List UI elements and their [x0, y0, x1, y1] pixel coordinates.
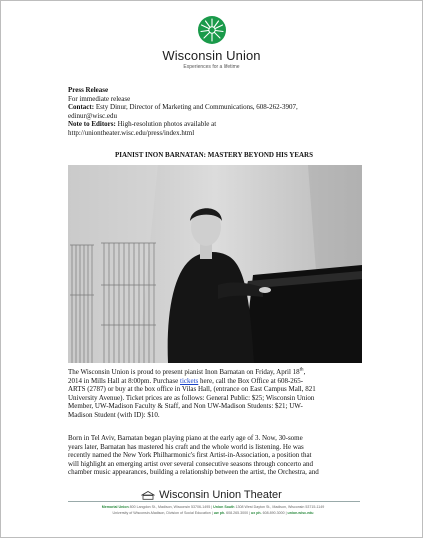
note-text: High-resolution photos available at — [115, 120, 217, 129]
footer-address-line — [60, 505, 366, 509]
footer-uw-phone-label: uw ph. — [213, 511, 226, 515]
tickets-link[interactable]: tickets — [180, 376, 199, 385]
note-label: Note to Editors: — [68, 120, 116, 129]
p2-line4: will highlight an emerging artist over several consecutive seasons through concerto and — [68, 459, 313, 468]
logo-tagline: Experiences for a lifetime — [183, 64, 240, 70]
contact-email: edinur@wisc.edu — [68, 111, 118, 120]
p1-line1-end: , — [303, 368, 306, 376]
footer-mu-label: Memorial Union — [101, 505, 129, 509]
footer-contact-line — [60, 511, 366, 515]
footer-ux-phone-label: ux ph. — [251, 511, 262, 515]
paragraph-biography — [68, 434, 360, 477]
footer-divider — [68, 501, 360, 502]
pianist-photo-illustration — [68, 165, 362, 363]
p1-line1: The Wisconsin Union is proud to present pianist Inon Barnatan on Friday, April 18 — [68, 368, 300, 376]
press-release-label: Press Release — [68, 86, 109, 94]
footer-logo-text: Wisconsin Union Theater — [159, 489, 282, 501]
paragraph-event-info — [68, 368, 360, 420]
p1-superscript: th — [299, 367, 304, 373]
p1-line6: Madison Student (with ID): $10. — [68, 410, 160, 419]
press-info-block — [68, 86, 360, 138]
p2-line1: Born in Tel Aviv, Barnatan began playing piano at the early age of 3. Now, 30-some — [68, 434, 303, 442]
union-sun-logo-icon — [198, 16, 226, 44]
pianist-photo — [68, 165, 362, 363]
footer-uw-phone: 608.265.3000 | — [225, 511, 252, 515]
release-status: For immediate release — [68, 94, 131, 103]
footer-us-label: Union South — [213, 505, 235, 509]
header-logo — [0, 16, 423, 70]
footer-us-address: 1308 West Dayton St., Madison, Wisconsin 53715-1149 — [234, 505, 325, 509]
contact-label: Contact: — [68, 103, 95, 112]
p2-line3: recently named the New York Philharmonic's first Artist-in-Association, a position that — [68, 451, 312, 460]
p2-line2: years later, Barnatan has mastered his craft and the whole world is listening. He was — [68, 442, 304, 451]
p1-line5: Member, UW-Madison Faculty & Staff, and Non UW-Madison Students: $21; UW- — [68, 402, 303, 411]
note-url: http://uniontheater.wisc.edu/press/index.html — [68, 128, 195, 137]
contact-text: Esty Dinur, Director of Marketing and Communications, 608-262-3907, — [94, 103, 298, 112]
note-line — [68, 120, 360, 129]
logo-name: Wisconsin Union — [162, 48, 261, 63]
theater-building-icon — [141, 491, 155, 500]
footer-website-link[interactable]: union.wisc.edu — [287, 511, 314, 515]
p2-line5: chamber music appearances, building a relationship between the artist, the Orchestra, and — [68, 468, 319, 477]
footer-ux-phone: 608.890.3000 | — [261, 511, 288, 515]
contact-line — [68, 103, 360, 112]
footer-division: University of Wisconsin-Madison, Division of Social Education | — [112, 511, 214, 515]
footer-mu-address: 800 Langdon St., Madison, Wisconsin 53706-1495 | — [128, 505, 214, 509]
footer-logo — [0, 489, 423, 501]
p1-line3: ARTS (2787) or buy at the box office in Vilas Hall, (entrance on East Campus Mall, 821 — [68, 385, 316, 394]
p1-line2: 2014 in Mills Hall at 8:00pm. Purchase — [68, 376, 180, 385]
article-title: PIANIST INON BARNATAN: MASTERY BEYOND HIS YEARS — [115, 151, 313, 159]
p1-line4: University Avenue). Ticket prices are as follows: General Public: $25; Wisconsin Union — [68, 393, 315, 402]
p1-line2-end: here, call the Box Office at 608-265- — [198, 376, 304, 385]
